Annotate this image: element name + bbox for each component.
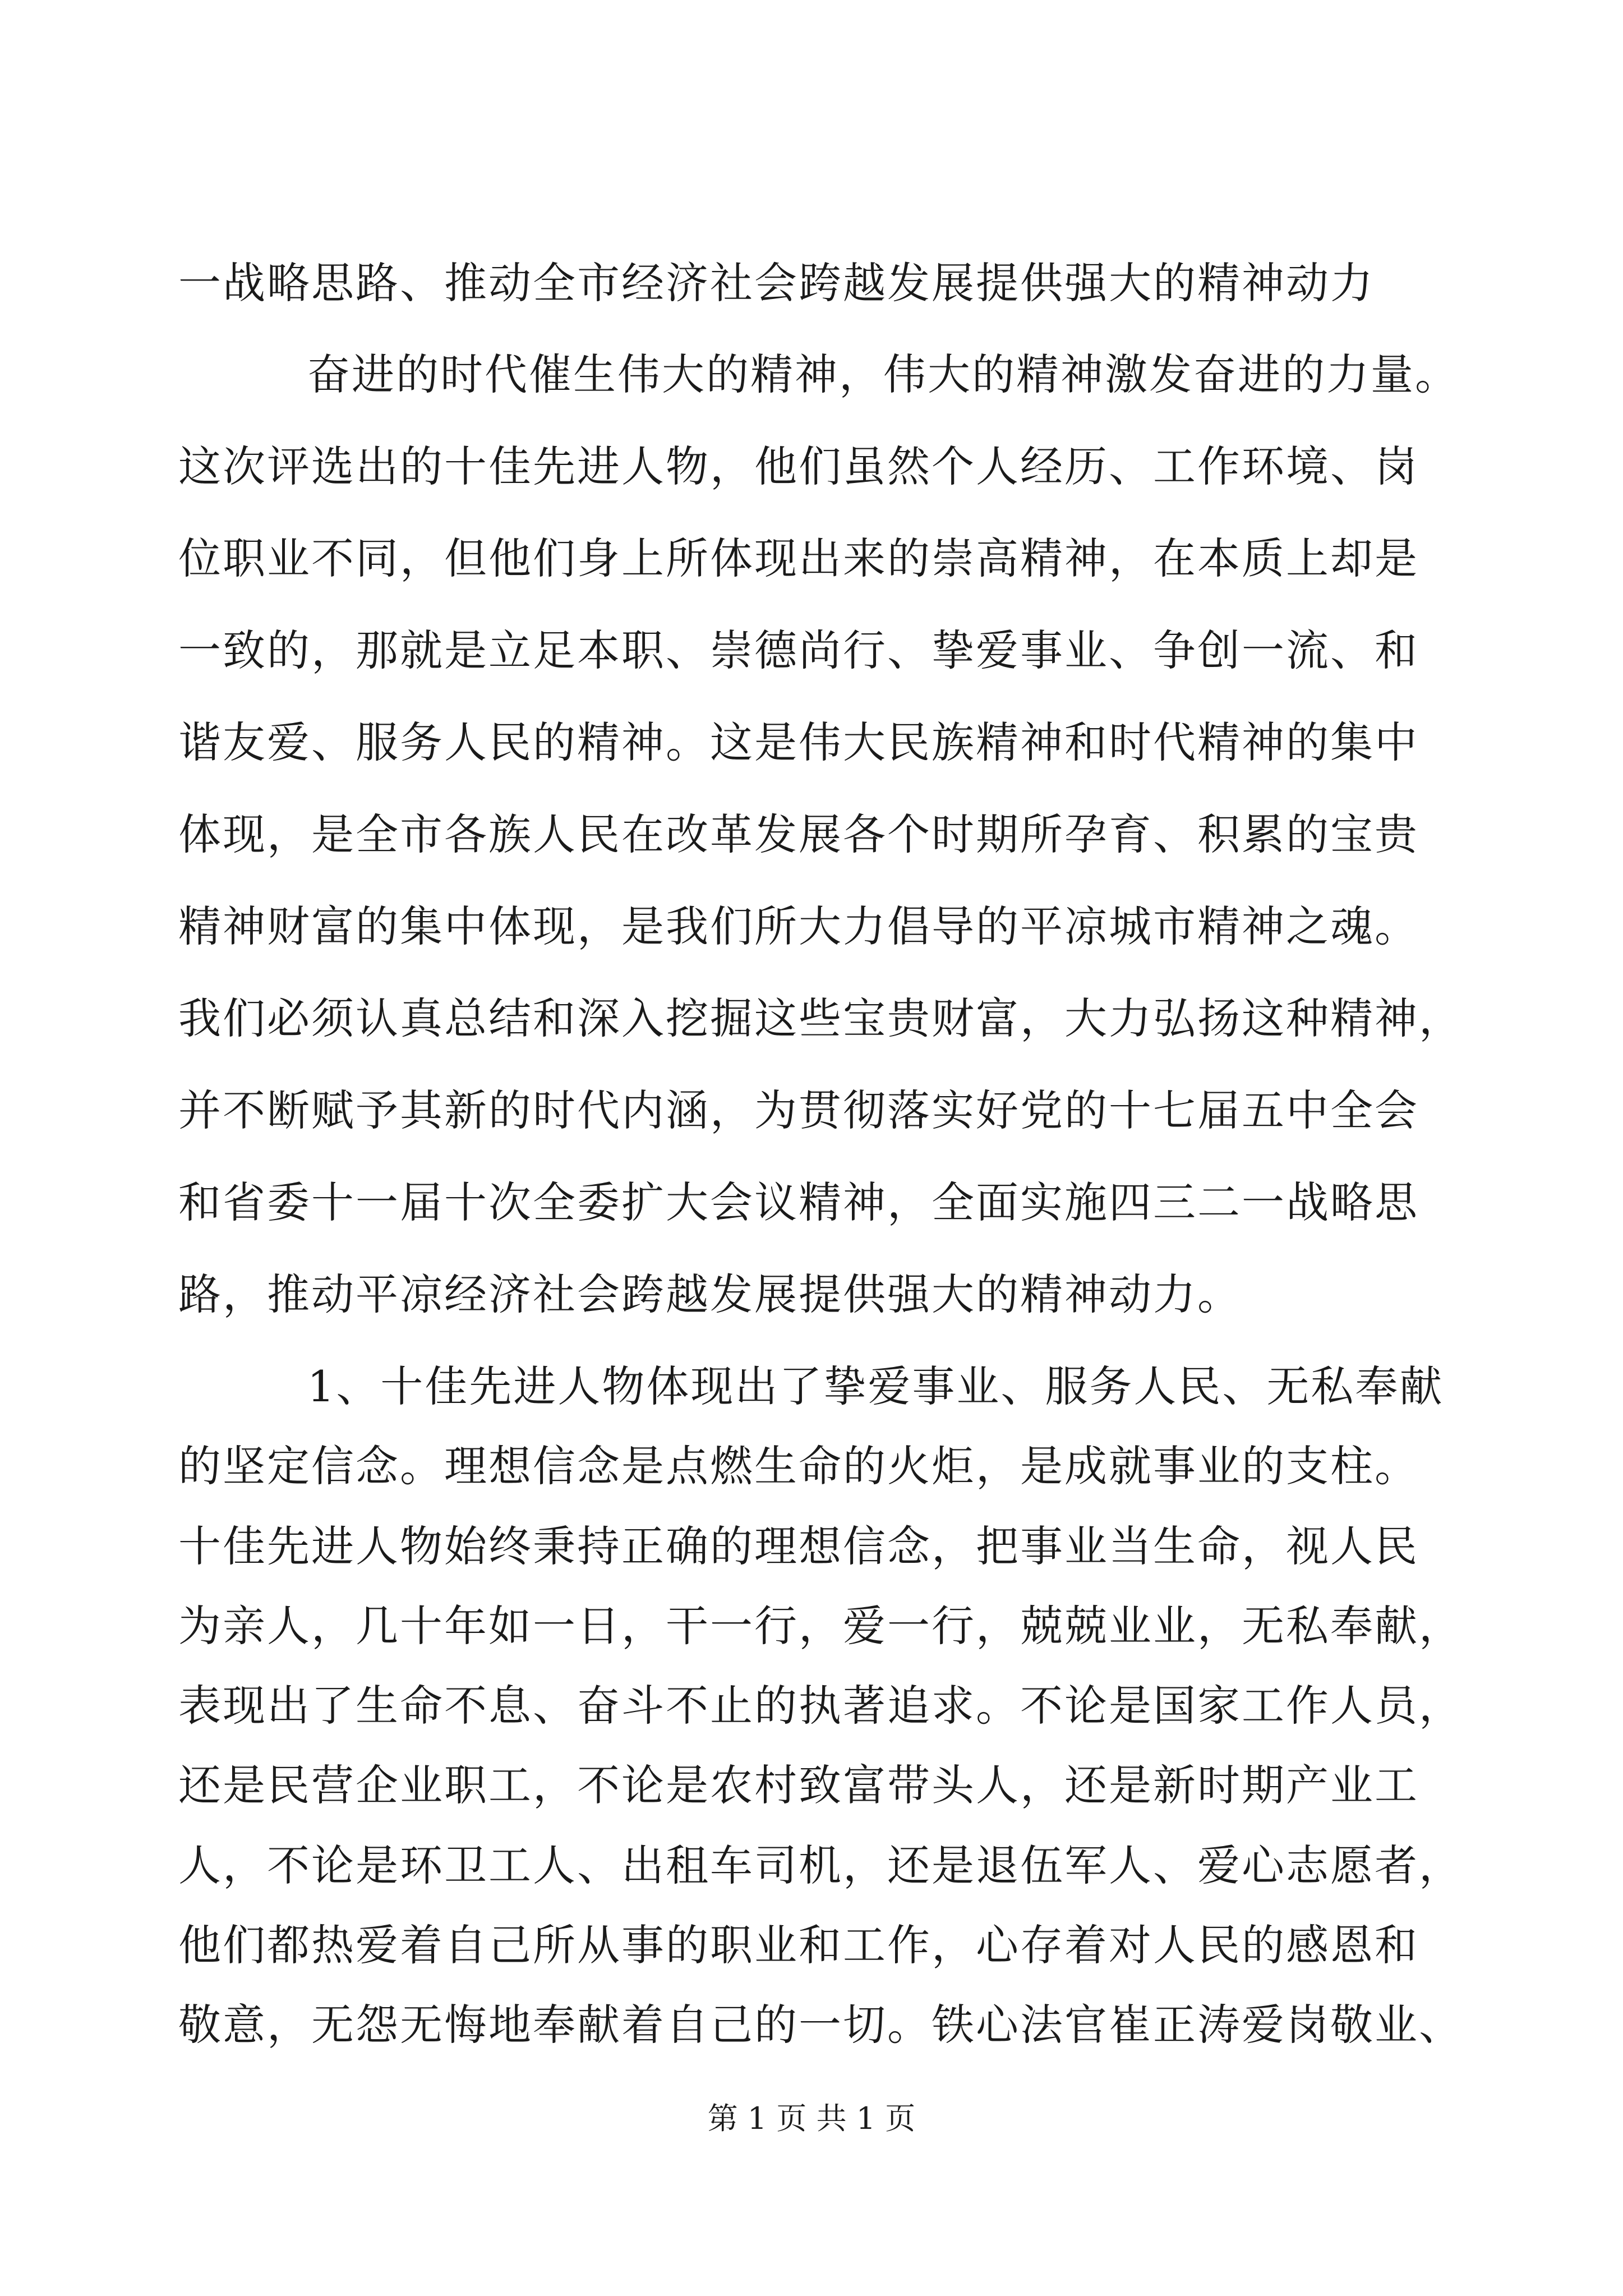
body-text-line: 十佳先进人物始终秉持正确的理想信念，把事业当生命，视人民 [178, 1521, 1419, 1571]
body-text-line: 谐友爱、服务人民的精神。这是伟大民族精神和时代精神的集中 [178, 717, 1419, 767]
body-text-line: 并不断赋予其新的时代内涵，为贯彻落实好党的十七届五中全会 [178, 1085, 1419, 1135]
body-text-line: 表现出了生命不息、奋斗不止的执著追求。不论是国家工作人员， [178, 1681, 1463, 1731]
body-text-line: 他们都热爱着自己所从事的职业和工作，心存着对人民的感恩和 [178, 1920, 1419, 1970]
body-text-line: 一致的，那就是立足本职、崇德尚行、挚爱事业、争创一流、和 [178, 625, 1419, 675]
page-footer: 第 1 页 共 1 页 [707, 2101, 916, 2136]
body-text-line: 的坚定信念。理想信念是点燃生命的火炬，是成就事业的支柱。 [178, 1441, 1419, 1491]
body-text-line: 一战略思路、推动全市经济社会跨越发展提供强大的精神动力 [178, 258, 1375, 308]
body-text-line: 我们必须认真总结和深入挖掘这些宝贵财富，大力弘扬这种精神， [178, 993, 1463, 1043]
body-text-line: 位职业不同，但他们身上所体现出来的崇高精神，在本质上却是 [178, 533, 1419, 583]
body-text-line: 精神财富的集中体现，是我们所大力倡导的平凉城市精神之魂。 [178, 901, 1419, 951]
body-text-line: 路，推动平凉经济社会跨越发展提供强大的精神动力。 [178, 1269, 1242, 1319]
body-text-line: 敬意，无怨无悔地奉献着自己的一切。铁心法官崔正涛爱岗敬业、 [178, 2000, 1463, 2050]
body-text-line: 和省委十一届十次全委扩大会议精神，全面实施四三二一战略思 [178, 1177, 1419, 1227]
paragraph-first-line: 奋进的时代催生伟大的精神，伟大的精神激发奋进的力量。 [307, 349, 1459, 399]
body-text-line: 这次评选出的十佳先进人物，他们虽然个人经历、工作环境、岗 [178, 441, 1419, 491]
body-text-line: 体现，是全市各族人民在改革发展各个时期所孕育、积累的宝贵 [178, 809, 1419, 859]
body-text-line: 还是民营企业职工，不论是农村致富带头人，还是新时期产业工 [178, 1760, 1419, 1810]
paragraph-first-line: 1、十佳先进人物体现出了挚爱事业、服务人民、无私奉献 [307, 1361, 1444, 1411]
body-text-line: 为亲人，几十年如一日，干一行，爱一行，兢兢业业，无私奉献， [178, 1601, 1463, 1651]
body-text-line: 人，不论是环卫工人、出租车司机，还是退伍军人、爱心志愿者， [178, 1841, 1463, 1890]
